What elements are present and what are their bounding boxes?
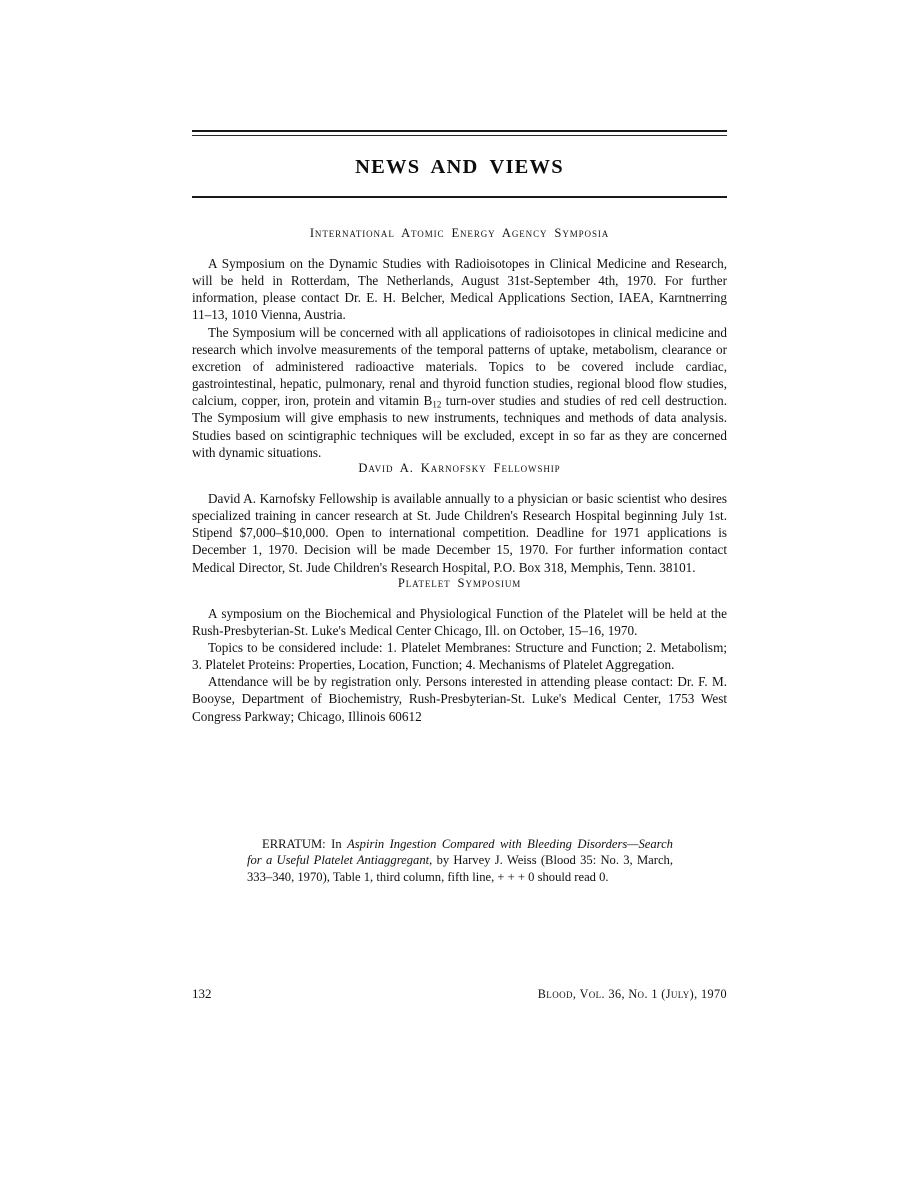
masthead-rule-group [192, 130, 727, 136]
section-heading-platelet: Platelet Symposium [397, 575, 522, 590]
article-column [192, 226, 727, 725]
erratum-block [247, 836, 673, 885]
page-footer [192, 986, 727, 1002]
paragraph-platelet-3: Attendance will be by registration only. Persons interested in attending please contact: Dr. F. M. Booyse, Department of Biochemistry, Rush-Presbyterian-St. Luke's Medical Center, 1753 West Congress Parkway; Chicago, Illinois 60612 [192, 674, 727, 724]
erratum-article-title: Aspirin Ingestion Compared with Bleeding Disorders—Search for a Useful Platelet Antiaggregant, [247, 837, 673, 868]
paragraph-iaea-2: The Symposium will be concerned with all applications of radioisotopes in clinical medicine and research which involve measurements of the temporal patterns of uptake, metabolism, clearance or excretion of administered radioactive materials. Topics to be covered include cardiac, gastrointestinal, hepatic, pulmonary, renal and thyroid function studies, regional blood flow studies, calcium, copper, iron, protein and vitamin $B_{12}$ turn-over studies and studies of red cell destruction. The Symposium will give emphasis to new instruments, techniques and methods of data analysis. Studies based on scintigraphic techniques will be excluded, except in so far as they are concerned with dynamic situations. [192, 324, 727, 460]
erratum-citation: (Blood 35: No. 3, March, 333–340, 1970), Table 1, third column, fifth line, + + + 0 should read 0. [247, 853, 673, 884]
paragraph-karnofsky-1: David A. Karnofsky Fellowship is available annually to a physician or basic scientist who desires specialized training in cancer research at St. Jude Children's Research Hospital beginning July 1st. Stipend $7,000–$10,000. Open to international competition. Deadline for 1971 applications is December 1, 1970. Decision will be made December 15, 1970. For further information contact Medical Director, St. Jude Children's Research Hospital, P.O. Box 318, Memphis, Tenn. 38101. [192, 490, 727, 575]
masthead-rule-thin [192, 135, 727, 136]
erratum-text [247, 836, 673, 885]
masthead-rule-thick [192, 130, 727, 132]
vitamin-b12-base: B [423, 393, 433, 409]
section-heading-iaea: International Atomic Energy Agency Symposia [309, 226, 610, 240]
vitamin-b12-subscript: 12 [432, 399, 442, 410]
erratum-byline: by Harvey J. Weiss [436, 853, 537, 868]
page-title: NEWS AND VIEWS [355, 156, 564, 178]
erratum-lead-in: In [331, 837, 342, 851]
paragraph-platelet-2: Topics to be considered include: 1. Platelet Membranes: Structure and Function; 2. Metabolism; 3. Platelet Proteins: Properties, Location, Function; 4. Mechanisms of Platelet Aggregation. [192, 639, 727, 673]
title-underline-rule [192, 196, 727, 198]
page-number: 132 [192, 986, 212, 1001]
paragraph-iaea-1: A Symposium on the Dynamic Studies with Radioisotopes in Clinical Medicine and Research, will be held in Rotterdam, The Netherlands, August 31st-September 4th, 1970. For further information, please contact Dr. E. H. Belcher, Medical Applications Section, IAEA, Karntnerring 11–13, 1010 Vienna, Austria. [192, 256, 727, 323]
journal-citation: Blood, Vol. 36, No. 1 (July), 1970 [537, 987, 727, 1001]
paragraph-platelet-1: A symposium on the Biochemical and Physiological Function of the Platelet will be held at the Rush-Presbyterian-St. Luke's Medical Center Chicago, Ill. on October, 15–16, 1970. [192, 605, 727, 638]
section-heading-karnofsky: David A. Karnofsky Fellowship [358, 460, 561, 475]
erratum-label: ERRATUM: [262, 837, 326, 851]
